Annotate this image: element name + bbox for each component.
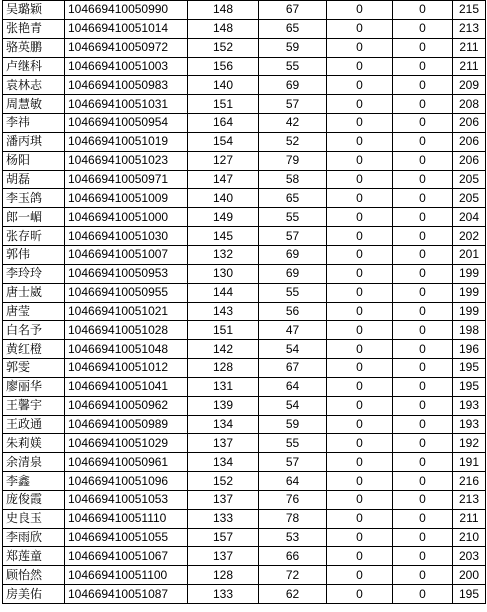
table-row — [3, 227, 486, 246]
score-1-cell: 137 — [188, 434, 259, 453]
score-2-cell: 79 — [259, 151, 327, 170]
name-cell: 余清泉 — [3, 453, 65, 472]
name-cell: 张艳青 — [3, 19, 65, 38]
total-score-cell: 211 — [453, 509, 486, 528]
table-row — [3, 415, 486, 434]
score-1-cell: 140 — [188, 189, 259, 208]
table-row — [3, 490, 486, 509]
total-score-cell: 201 — [453, 245, 486, 264]
table-row — [3, 19, 486, 38]
total-score-cell: 196 — [453, 340, 486, 359]
score-4-cell: 0 — [393, 434, 453, 453]
score-3-cell: 0 — [327, 566, 393, 585]
exam-id-cell: 104669410050953 — [65, 264, 188, 283]
name-cell: 朱莉媄 — [3, 434, 65, 453]
table-row — [3, 321, 486, 340]
score-4-cell: 0 — [393, 472, 453, 491]
total-score-cell: 203 — [453, 547, 486, 566]
score-1-cell: 152 — [188, 472, 259, 491]
score-3-cell: 0 — [327, 264, 393, 283]
score-4-cell: 0 — [393, 585, 453, 604]
score-2-cell: 67 — [259, 1, 327, 20]
name-cell: 李鑫 — [3, 472, 65, 491]
table-row — [3, 38, 486, 57]
score-2-cell: 64 — [259, 377, 327, 396]
score-3-cell: 0 — [327, 453, 393, 472]
name-cell: 史良玉 — [3, 509, 65, 528]
score-3-cell: 0 — [327, 114, 393, 133]
name-cell: 唐士崴 — [3, 283, 65, 302]
score-3-cell: 0 — [327, 95, 393, 114]
table-row — [3, 132, 486, 151]
total-score-cell: 206 — [453, 132, 486, 151]
name-cell: 郭雯 — [3, 359, 65, 378]
score-2-cell: 65 — [259, 189, 327, 208]
score-3-cell: 0 — [327, 585, 393, 604]
name-cell: 房美佑 — [3, 585, 65, 604]
table-row — [3, 264, 486, 283]
score-4-cell: 0 — [393, 321, 453, 340]
table-row — [3, 302, 486, 321]
score-1-cell: 131 — [188, 377, 259, 396]
score-2-cell: 69 — [259, 264, 327, 283]
exam-id-cell: 104669410051028 — [65, 321, 188, 340]
score-4-cell: 0 — [393, 547, 453, 566]
score-1-cell: 140 — [188, 76, 259, 95]
total-score-cell: 216 — [453, 472, 486, 491]
score-4-cell: 0 — [393, 19, 453, 38]
name-cell: 白名予 — [3, 321, 65, 340]
score-2-cell: 55 — [259, 434, 327, 453]
exam-id-cell: 104669410050961 — [65, 453, 188, 472]
score-1-cell: 134 — [188, 453, 259, 472]
exam-id-cell: 104669410051019 — [65, 132, 188, 151]
score-2-cell: 72 — [259, 566, 327, 585]
table-row — [3, 283, 486, 302]
score-2-cell: 62 — [259, 585, 327, 604]
score-3-cell: 0 — [327, 528, 393, 547]
score-1-cell: 148 — [188, 1, 259, 20]
table-row — [3, 245, 486, 264]
table-row — [3, 151, 486, 170]
exam-id-cell: 104669410051003 — [65, 57, 188, 76]
table-row — [3, 189, 486, 208]
table-row — [3, 585, 486, 604]
table-row — [3, 208, 486, 227]
name-cell: 李玉鸽 — [3, 189, 65, 208]
total-score-cell: 211 — [453, 57, 486, 76]
score-2-cell: 55 — [259, 283, 327, 302]
score-1-cell: 152 — [188, 38, 259, 57]
score-2-cell: 66 — [259, 547, 327, 566]
total-score-cell: 213 — [453, 490, 486, 509]
score-3-cell: 0 — [327, 208, 393, 227]
total-score-cell: 195 — [453, 377, 486, 396]
score-1-cell: 142 — [188, 340, 259, 359]
exam-id-cell: 104669410051009 — [65, 189, 188, 208]
score-1-cell: 145 — [188, 227, 259, 246]
name-cell: 顾怡然 — [3, 566, 65, 585]
score-1-cell: 157 — [188, 528, 259, 547]
name-cell: 杨阳 — [3, 151, 65, 170]
score-4-cell: 0 — [393, 57, 453, 76]
exam-id-cell: 104669410050989 — [65, 415, 188, 434]
total-score-cell: 204 — [453, 208, 486, 227]
score-1-cell: 151 — [188, 321, 259, 340]
table-row — [3, 396, 486, 415]
score-1-cell: 144 — [188, 283, 259, 302]
exam-id-cell: 104669410051012 — [65, 359, 188, 378]
score-2-cell: 42 — [259, 114, 327, 133]
table-row — [3, 528, 486, 547]
score-4-cell: 0 — [393, 132, 453, 151]
table-row — [3, 95, 486, 114]
table-row — [3, 472, 486, 491]
score-3-cell: 0 — [327, 1, 393, 20]
total-score-cell: 195 — [453, 359, 486, 378]
score-1-cell: 164 — [188, 114, 259, 133]
score-2-cell: 65 — [259, 19, 327, 38]
exam-id-cell: 104669410051030 — [65, 227, 188, 246]
exam-id-cell: 104669410051007 — [65, 245, 188, 264]
total-score-cell: 191 — [453, 453, 486, 472]
score-3-cell: 0 — [327, 415, 393, 434]
name-cell: 卢继科 — [3, 57, 65, 76]
score-2-cell: 54 — [259, 340, 327, 359]
exam-id-cell: 104669410051021 — [65, 302, 188, 321]
total-score-cell: 192 — [453, 434, 486, 453]
total-score-cell: 195 — [453, 585, 486, 604]
score-3-cell: 0 — [327, 359, 393, 378]
score-4-cell: 0 — [393, 189, 453, 208]
table-row — [3, 547, 486, 566]
score-3-cell: 0 — [327, 396, 393, 415]
name-cell: 张存昕 — [3, 227, 65, 246]
score-table — [2, 0, 486, 604]
score-1-cell: 151 — [188, 95, 259, 114]
table-row — [3, 1, 486, 20]
score-4-cell: 0 — [393, 509, 453, 528]
score-3-cell: 0 — [327, 76, 393, 95]
exam-id-cell: 104669410051100 — [65, 566, 188, 585]
name-cell: 黄红橙 — [3, 340, 65, 359]
score-2-cell: 76 — [259, 490, 327, 509]
exam-id-cell: 104669410051031 — [65, 95, 188, 114]
table-row — [3, 566, 486, 585]
score-2-cell: 56 — [259, 302, 327, 321]
total-score-cell: 193 — [453, 396, 486, 415]
total-score-cell: 199 — [453, 283, 486, 302]
name-cell: 李祎 — [3, 114, 65, 133]
score-4-cell: 0 — [393, 38, 453, 57]
score-1-cell: 149 — [188, 208, 259, 227]
total-score-cell: 205 — [453, 170, 486, 189]
score-1-cell: 156 — [188, 57, 259, 76]
name-cell: 李雨欣 — [3, 528, 65, 547]
score-2-cell: 64 — [259, 472, 327, 491]
exam-id-cell: 104669410051000 — [65, 208, 188, 227]
score-3-cell: 0 — [327, 377, 393, 396]
score-1-cell: 148 — [188, 19, 259, 38]
total-score-cell: 198 — [453, 321, 486, 340]
score-1-cell: 130 — [188, 264, 259, 283]
exam-id-cell: 104669410050955 — [65, 283, 188, 302]
name-cell: 郎一嵋 — [3, 208, 65, 227]
score-3-cell: 0 — [327, 57, 393, 76]
score-4-cell: 0 — [393, 340, 453, 359]
score-3-cell: 0 — [327, 189, 393, 208]
score-1-cell: 143 — [188, 302, 259, 321]
score-4-cell: 0 — [393, 245, 453, 264]
score-4-cell: 0 — [393, 170, 453, 189]
name-cell: 骆英鹏 — [3, 38, 65, 57]
name-cell: 郭伟 — [3, 245, 65, 264]
score-3-cell: 0 — [327, 170, 393, 189]
total-score-cell: 215 — [453, 1, 486, 20]
score-2-cell: 57 — [259, 227, 327, 246]
table-row — [3, 359, 486, 378]
score-2-cell: 58 — [259, 170, 327, 189]
score-2-cell: 53 — [259, 528, 327, 547]
exam-id-cell: 104669410051029 — [65, 434, 188, 453]
score-2-cell: 52 — [259, 132, 327, 151]
score-4-cell: 0 — [393, 208, 453, 227]
score-4-cell: 0 — [393, 1, 453, 20]
score-2-cell: 54 — [259, 396, 327, 415]
exam-id-cell: 104669410050983 — [65, 76, 188, 95]
score-2-cell: 67 — [259, 359, 327, 378]
score-2-cell: 55 — [259, 208, 327, 227]
score-3-cell: 0 — [327, 245, 393, 264]
score-1-cell: 134 — [188, 415, 259, 434]
table-row — [3, 340, 486, 359]
score-3-cell: 0 — [327, 283, 393, 302]
total-score-cell: 210 — [453, 528, 486, 547]
name-cell: 胡磊 — [3, 170, 65, 189]
score-3-cell: 0 — [327, 19, 393, 38]
table-row — [3, 453, 486, 472]
score-2-cell: 59 — [259, 38, 327, 57]
score-2-cell: 59 — [259, 415, 327, 434]
score-2-cell: 78 — [259, 509, 327, 528]
total-score-cell: 206 — [453, 114, 486, 133]
total-score-cell: 199 — [453, 302, 486, 321]
name-cell: 王馨宇 — [3, 396, 65, 415]
score-4-cell: 0 — [393, 227, 453, 246]
table-row — [3, 114, 486, 133]
score-2-cell: 57 — [259, 453, 327, 472]
total-score-cell: 202 — [453, 227, 486, 246]
score-4-cell: 0 — [393, 95, 453, 114]
table-row — [3, 509, 486, 528]
score-1-cell: 133 — [188, 509, 259, 528]
total-score-cell: 209 — [453, 76, 486, 95]
score-3-cell: 0 — [327, 227, 393, 246]
score-4-cell: 0 — [393, 528, 453, 547]
score-1-cell: 139 — [188, 396, 259, 415]
score-4-cell: 0 — [393, 377, 453, 396]
score-3-cell: 0 — [327, 132, 393, 151]
score-table-body — [3, 1, 486, 604]
total-score-cell: 211 — [453, 38, 486, 57]
name-cell: 周慧敏 — [3, 95, 65, 114]
score-2-cell: 69 — [259, 76, 327, 95]
exam-id-cell: 104669410051014 — [65, 19, 188, 38]
score-4-cell: 0 — [393, 396, 453, 415]
name-cell: 潘丙琪 — [3, 132, 65, 151]
total-score-cell: 206 — [453, 151, 486, 170]
score-4-cell: 0 — [393, 302, 453, 321]
score-4-cell: 0 — [393, 264, 453, 283]
exam-id-cell: 104669410051096 — [65, 472, 188, 491]
exam-id-cell: 104669410050962 — [65, 396, 188, 415]
score-4-cell: 0 — [393, 114, 453, 133]
name-cell: 李玲玲 — [3, 264, 65, 283]
score-3-cell: 0 — [327, 340, 393, 359]
score-2-cell: 69 — [259, 245, 327, 264]
name-cell: 廖丽华 — [3, 377, 65, 396]
score-1-cell: 154 — [188, 132, 259, 151]
exam-id-cell: 104669410051087 — [65, 585, 188, 604]
score-1-cell: 133 — [188, 585, 259, 604]
score-1-cell: 137 — [188, 490, 259, 509]
exam-id-cell: 104669410050971 — [65, 170, 188, 189]
score-3-cell: 0 — [327, 509, 393, 528]
name-cell: 袁林志 — [3, 76, 65, 95]
score-3-cell: 0 — [327, 151, 393, 170]
score-4-cell: 0 — [393, 566, 453, 585]
score-4-cell: 0 — [393, 490, 453, 509]
name-cell: 王政通 — [3, 415, 65, 434]
exam-id-cell: 104669410050990 — [65, 1, 188, 20]
score-4-cell: 0 — [393, 415, 453, 434]
score-4-cell: 0 — [393, 76, 453, 95]
total-score-cell: 199 — [453, 264, 486, 283]
table-row — [3, 377, 486, 396]
table-row — [3, 76, 486, 95]
score-1-cell: 127 — [188, 151, 259, 170]
exam-id-cell: 104669410051110 — [65, 509, 188, 528]
score-1-cell: 128 — [188, 359, 259, 378]
score-4-cell: 0 — [393, 151, 453, 170]
exam-id-cell: 104669410051048 — [65, 340, 188, 359]
score-3-cell: 0 — [327, 490, 393, 509]
total-score-cell: 208 — [453, 95, 486, 114]
name-cell: 唐莹 — [3, 302, 65, 321]
table-row — [3, 170, 486, 189]
total-score-cell: 205 — [453, 189, 486, 208]
score-3-cell: 0 — [327, 38, 393, 57]
score-3-cell: 0 — [327, 302, 393, 321]
score-2-cell: 47 — [259, 321, 327, 340]
exam-id-cell: 104669410051067 — [65, 547, 188, 566]
score-3-cell: 0 — [327, 547, 393, 566]
total-score-cell: 213 — [453, 19, 486, 38]
score-3-cell: 0 — [327, 321, 393, 340]
score-2-cell: 55 — [259, 57, 327, 76]
exam-id-cell: 104669410050954 — [65, 114, 188, 133]
score-1-cell: 147 — [188, 170, 259, 189]
name-cell: 吴璐颖 — [3, 1, 65, 20]
total-score-cell: 193 — [453, 415, 486, 434]
name-cell: 郑莲童 — [3, 547, 65, 566]
exam-id-cell: 104669410051041 — [65, 377, 188, 396]
table-row — [3, 57, 486, 76]
exam-id-cell: 104669410050972 — [65, 38, 188, 57]
score-1-cell: 137 — [188, 547, 259, 566]
score-1-cell: 128 — [188, 566, 259, 585]
score-2-cell: 57 — [259, 95, 327, 114]
name-cell: 庞俊霞 — [3, 490, 65, 509]
score-4-cell: 0 — [393, 453, 453, 472]
score-1-cell: 132 — [188, 245, 259, 264]
score-3-cell: 0 — [327, 434, 393, 453]
exam-id-cell: 104669410051053 — [65, 490, 188, 509]
score-4-cell: 0 — [393, 283, 453, 302]
score-4-cell: 0 — [393, 359, 453, 378]
total-score-cell: 200 — [453, 566, 486, 585]
score-3-cell: 0 — [327, 472, 393, 491]
table-row — [3, 434, 486, 453]
exam-id-cell: 104669410051023 — [65, 151, 188, 170]
exam-id-cell: 104669410051055 — [65, 528, 188, 547]
